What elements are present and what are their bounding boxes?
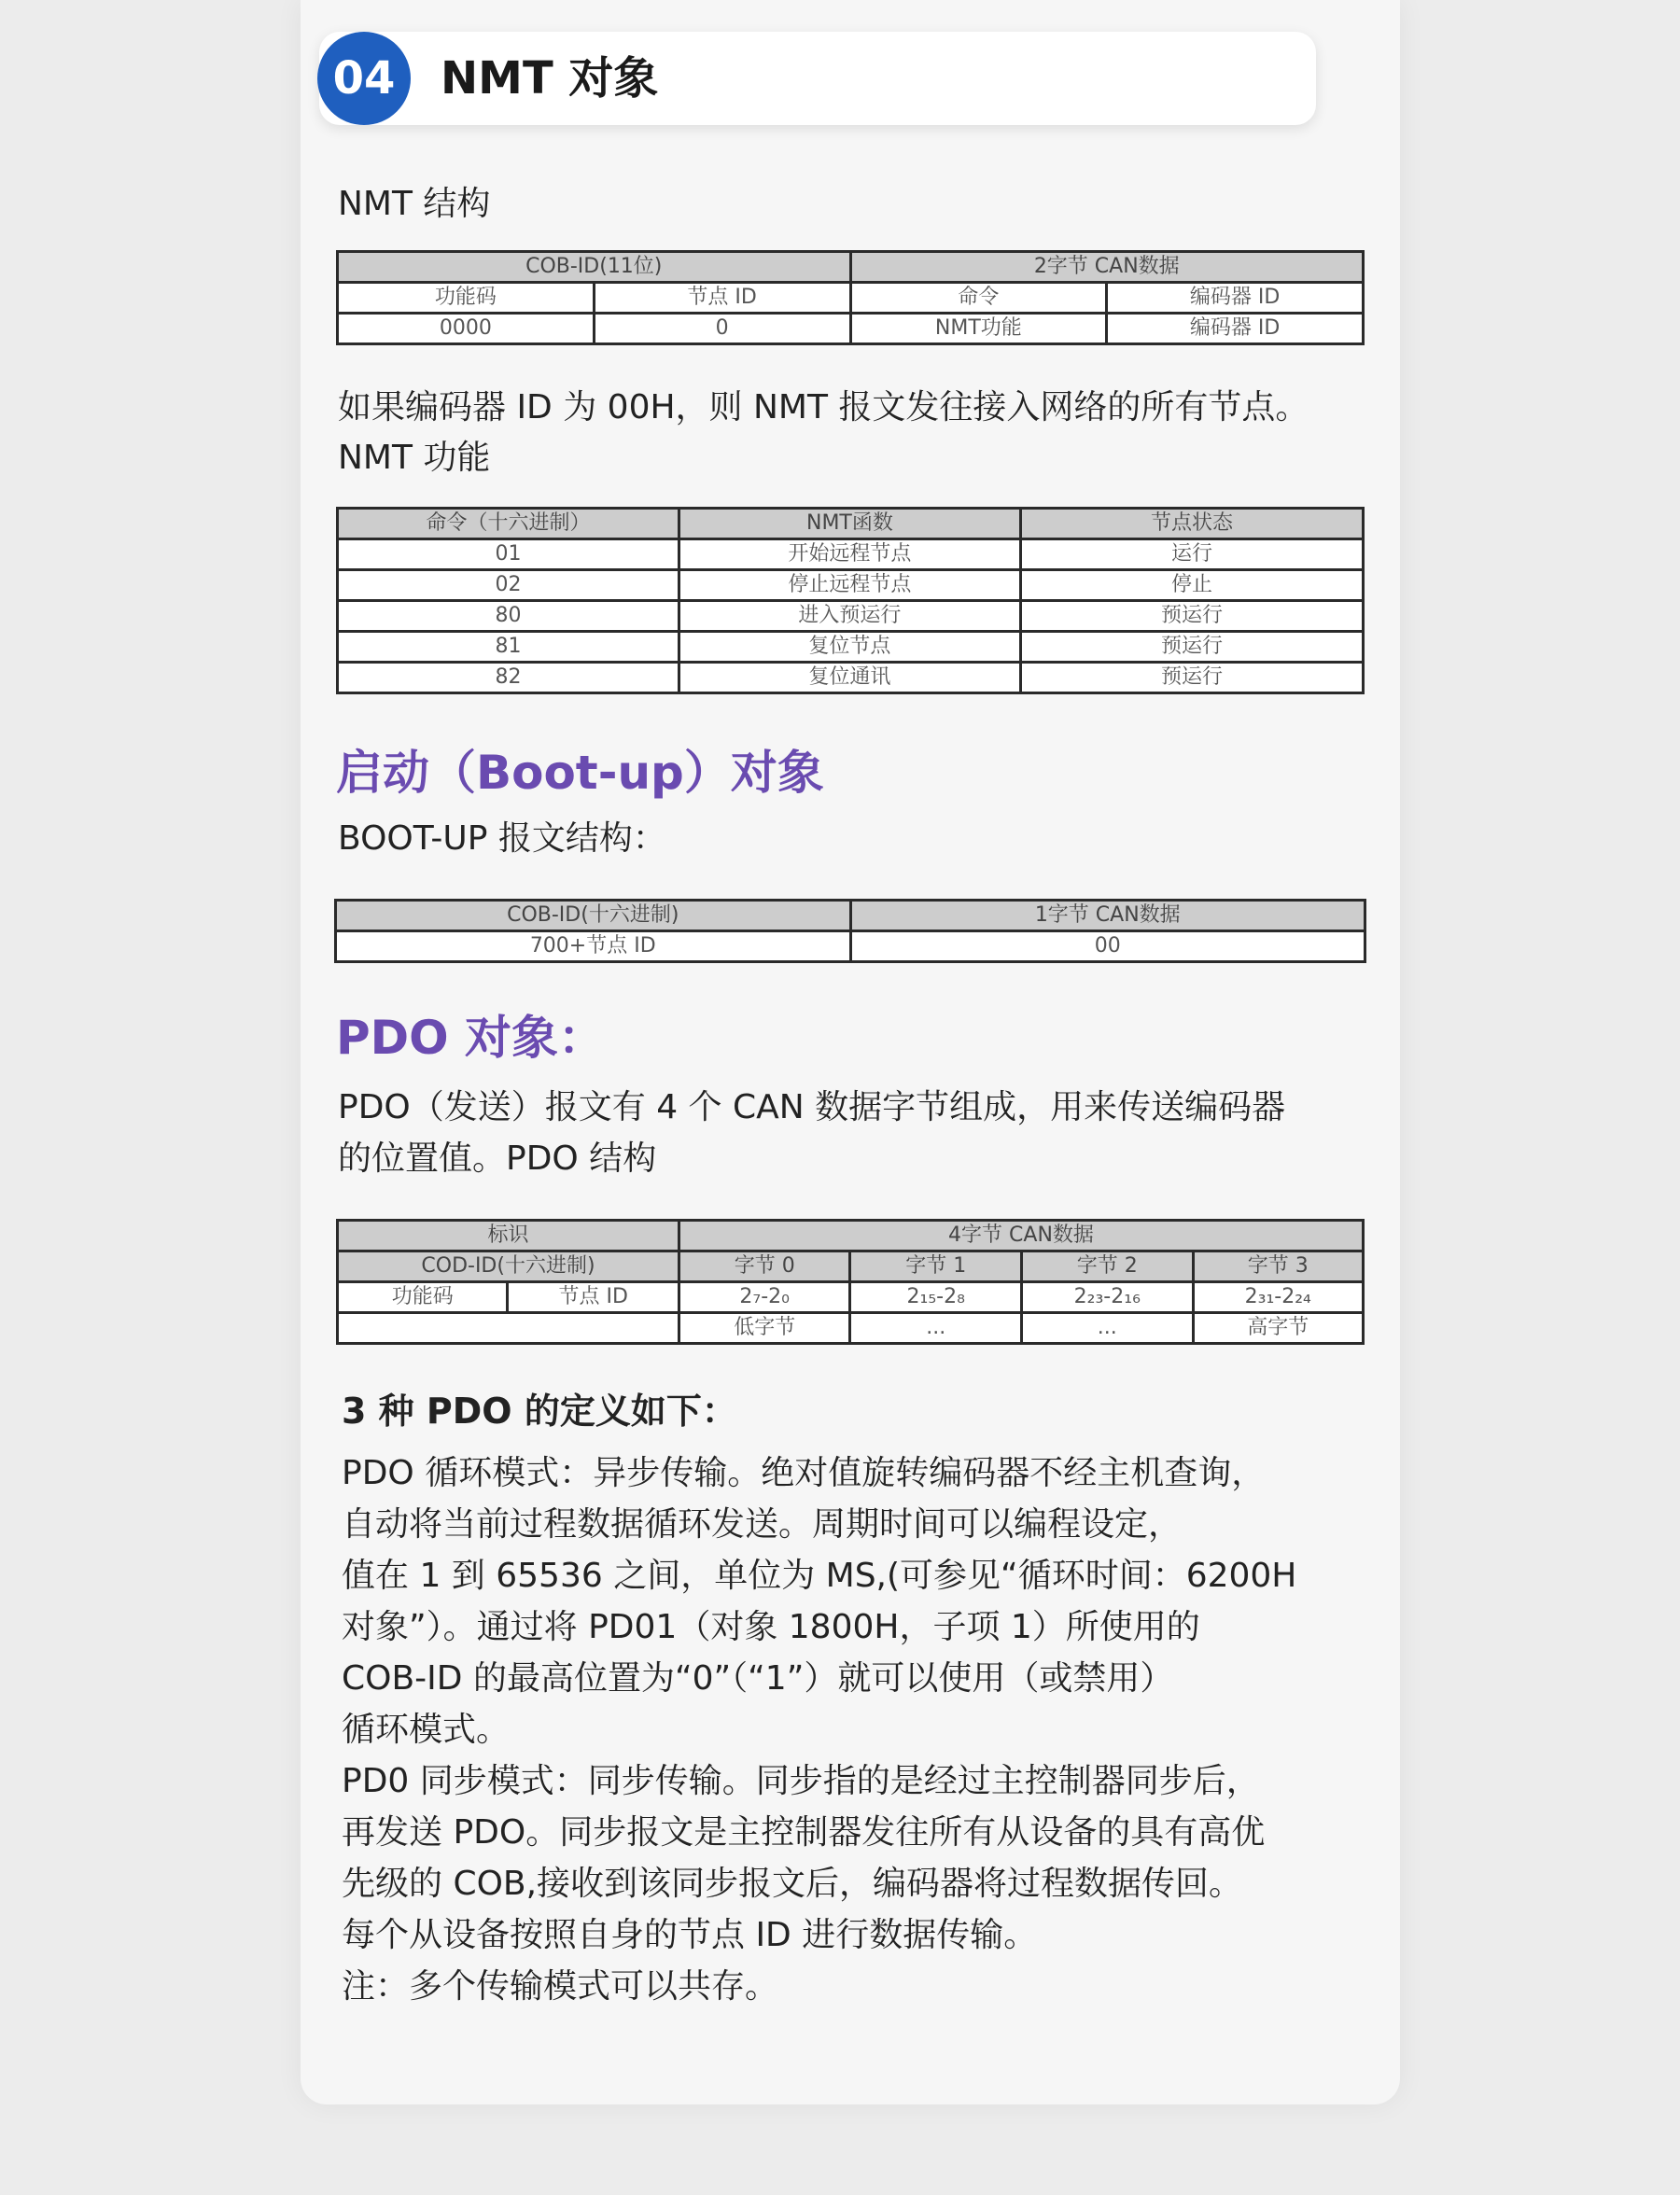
table-cell: 2₁₅-2₈ — [850, 1282, 1022, 1313]
pdo-heading: PDO 对象： — [336, 1011, 606, 1065]
table-header-cell: 字节 2 — [1022, 1251, 1194, 1282]
table-cell: ... — [850, 1313, 1022, 1344]
nmt-function-label: NMT 功能 — [338, 439, 491, 477]
table-header-cell: 字节 1 — [850, 1251, 1022, 1282]
table-cell: 0000 — [338, 314, 595, 344]
nmt-structure-table — [336, 250, 1365, 345]
table-header-cell: COB-ID(11位) — [338, 252, 851, 283]
table-cell: 预运行 — [1020, 663, 1363, 693]
bootup-table — [334, 899, 1366, 963]
pdo-intro-line: 的位置值。PDO 结构 — [338, 1139, 657, 1178]
table-header-cell: 字节 3 — [1193, 1251, 1363, 1282]
pdo-definition-line: COB-ID 的最高位置为“0”（“1”）就可以使用（或禁用） — [342, 1659, 1174, 1698]
table-header-cell: 2字节 CAN数据 — [850, 252, 1364, 283]
pdo-definition-line: 循环模式。 — [342, 1711, 511, 1749]
table-cell: 运行 — [1020, 539, 1363, 570]
table-cell: 2₇-2₀ — [679, 1282, 850, 1313]
pdo-definition-line: PD0 同步模式：同步传输。同步指的是经过主控制器同步后， — [342, 1762, 1260, 1800]
table-header-cell: 标识 — [338, 1221, 679, 1251]
table-cell: 02 — [338, 570, 679, 601]
table-header-cell: 4字节 CAN数据 — [679, 1221, 1363, 1251]
section-title: NMT 对象 — [441, 52, 659, 105]
table-header-cell: NMT函数 — [679, 509, 1020, 539]
table-header-cell: 节点状态 — [1020, 509, 1363, 539]
table-cell: 功能码 — [338, 283, 595, 314]
table-cell: 预运行 — [1020, 632, 1363, 663]
bootup-heading: 启动（Boot-up）对象 — [336, 746, 824, 800]
pdo-definition-line: 值在 1 到 65536 之间，单位为 MS,(可参见“循环时间：6200H — [342, 1557, 1297, 1595]
table-cell: 低字节 — [679, 1313, 850, 1344]
table-header-cell: COB-ID(十六进制) — [336, 901, 851, 931]
table-cell: 高字节 — [1193, 1313, 1363, 1344]
table-cell: 进入预运行 — [679, 601, 1020, 632]
table-cell: 700+节点 ID — [336, 931, 851, 962]
table-cell: 复位节点 — [679, 632, 1020, 663]
pdo-definition-line: 再发送 PDO。同步报文是主控制器发往所有从设备的具有高优 — [342, 1813, 1266, 1852]
table-cell: 功能码 — [338, 1282, 508, 1313]
pdo-definition-line: 对象”）。通过将 PD01（对象 1800H，子项 1）所使用的 — [342, 1608, 1200, 1646]
table-cell: 0 — [594, 314, 850, 344]
pdo-definition-line: 自动将当前过程数据循环发送。周期时间可以编程设定， — [342, 1505, 1183, 1544]
pdo-definition-title: 3 种 PDO 的定义如下： — [342, 1391, 737, 1432]
pdo-definition-line: 每个从设备按照自身的节点 ID 进行数据传输。 — [342, 1916, 1038, 1954]
pdo-intro-line: PDO（发送）报文有 4 个 CAN 数据字节组成，用来传送编码器 — [338, 1088, 1286, 1126]
bootup-structure-label: BOOT-UP 报文结构： — [338, 819, 666, 858]
table-cell: 停止 — [1020, 570, 1363, 601]
nmt-structure-label: NMT 结构 — [338, 185, 491, 223]
pdo-definition-line: 注：多个传输模式可以共存。 — [342, 1967, 779, 2006]
nmt-function-table — [336, 507, 1365, 694]
table-cell: 预运行 — [1020, 601, 1363, 632]
table-header-cell: 字节 0 — [679, 1251, 850, 1282]
section-number-badge: 04 — [317, 32, 411, 125]
table-cell: 81 — [338, 632, 679, 663]
table-cell: 01 — [338, 539, 679, 570]
table-cell: ... — [1022, 1313, 1194, 1344]
pdo-definition-line: PDO 循环模式：异步传输。绝对值旋转编码器不经主机查询， — [342, 1454, 1266, 1492]
table-header-cell: COD-ID(十六进制) — [338, 1251, 679, 1282]
table-cell: 命令 — [850, 283, 1107, 314]
table-cell — [338, 1313, 679, 1344]
table-cell: 编码器 ID — [1107, 283, 1364, 314]
table-cell: NMT功能 — [850, 314, 1107, 344]
table-cell: 2₃₁-2₂₄ — [1193, 1282, 1363, 1313]
pdo-definition-line: 先级的 COB,接收到该同步报文后，编码器将过程数据传回。 — [342, 1865, 1243, 1903]
table-cell: 复位通讯 — [679, 663, 1020, 693]
table-cell: 节点 ID — [508, 1282, 679, 1313]
table-cell: 82 — [338, 663, 679, 693]
table-cell: 停止远程节点 — [679, 570, 1020, 601]
table-header-cell: 命令（十六进制） — [338, 509, 679, 539]
pdo-structure-table — [336, 1219, 1365, 1345]
table-cell: 编码器 ID — [1107, 314, 1364, 344]
table-cell: 00 — [850, 931, 1365, 962]
table-cell: 节点 ID — [594, 283, 850, 314]
table-header-cell: 1字节 CAN数据 — [850, 901, 1365, 931]
nmt-broadcast-note: 如果编码器 ID 为 00H，则 NMT 报文发往接入网络的所有节点。 — [338, 388, 1309, 426]
table-cell: 2₂₃-2₁₆ — [1022, 1282, 1194, 1313]
table-cell: 80 — [338, 601, 679, 632]
table-cell: 开始远程节点 — [679, 539, 1020, 570]
